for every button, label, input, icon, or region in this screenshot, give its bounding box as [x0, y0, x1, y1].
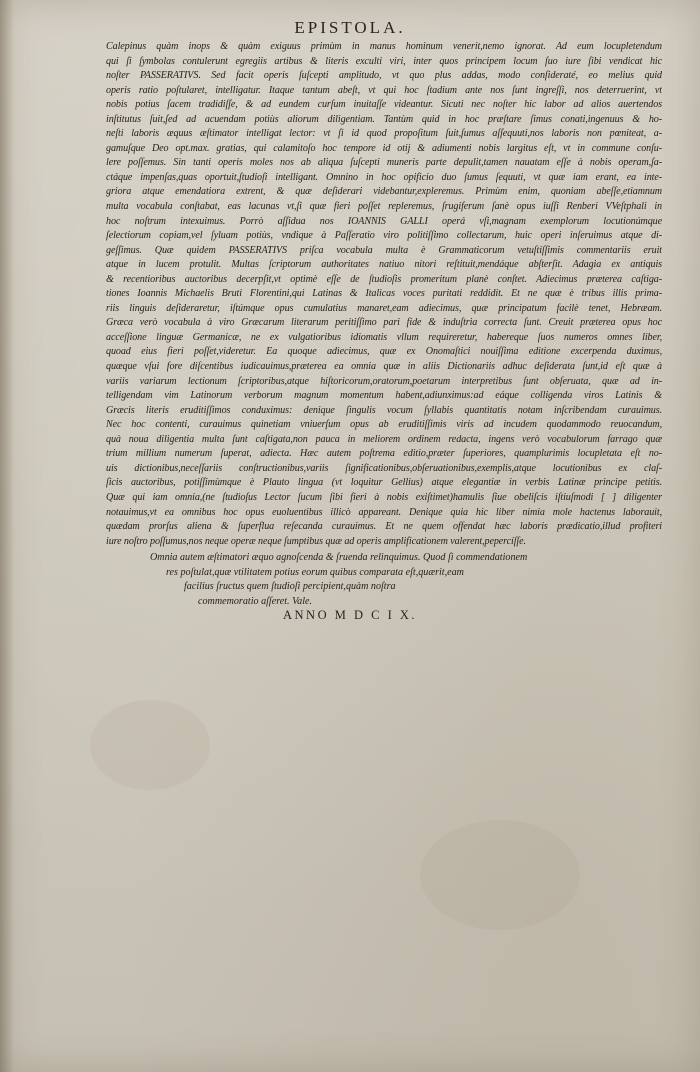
text-line: Nec hoc contenti, curauimus quinetiam vniuerſum opus ab eruditiſſimis viris ad incudem quodammodo reuocandum,: [106, 419, 662, 431]
text-line: iure noſtro poſſumus,nos neque operæ neque ſumptibus quæ ad operis amplificationem valerent,pepercíſſe.: [106, 535, 526, 547]
text-line: uis dictionibus,neceſſariis conſtructionibus,variis ſignificationibus,obſeruationibus,exemplis,atque locutionibus ex claſ-: [106, 462, 662, 474]
text-line: Græca verò vocabula à viro Græcarum literarum peritiſſimo pari fide & induſtria correcta ſunt. Creuit præterea opus hoc: [106, 317, 662, 329]
text-line: operis ratio poſtularet, intelligatur. Itaque tantum abeſt, vt qui hoc ſtadium ante nos ſunt ingreſſi, nos deterruerint, vt: [106, 84, 662, 96]
text-line: & recentioribus auctoribus decerpſit,vt optimè eſſe de ſtudioſis promeritum planè conſtet. Adiecimus præterea caſtiga-: [106, 273, 662, 285]
closing-line: Omnia autem æſtimatori æquo agnoſcenda & ſruenda relinquimus. Quod ſi commendationem: [150, 552, 528, 563]
text-line: geſſimus. Quæ quidem PASSERATIVS priſca vocabula multa è Grammaticorum vetuſtiſſimis commentariis eruit: [106, 244, 662, 256]
text-line: gamuſque Deo opt.max. gratias, qui calamitoſo hoc tempore id otij & adiumenti nobis largitus eſt, vt in commune conſu-: [106, 142, 662, 154]
text-line: notauimus,vt ea omnibus hoc opus euoluentibus illicò appareant. Denique quia hic liber nimia mole hactenus laborauit,: [106, 506, 662, 518]
text-line: quædam prorſus aliena & ſuperflua reſecanda curauimus. Et ne quem offendat hæc laboris prædicatio,illud profiteri: [106, 521, 662, 533]
text-line: quoad eius fieri poſſet,videretur. Ea quoque adiecimus, quæ ex Onomaſtici nouiſſima editione excerpenda duximus,: [106, 346, 662, 358]
text-line: ſicis auctoribus, potiſſimùmque è Plauto lingua (vt loquitur Gellius) atque elegantiæ in verbis Latinæ principe petitis.: [106, 477, 662, 489]
text-line: lere poſſemus. Sin tanti operis moles nos ab aliqua ſuſcepti muneris parte depulit,tamen nauatam eſſe à nobis operam,ſa-: [106, 157, 662, 169]
text-line: hoc noſtrum intexuimus. Porrò aſſidua nos IOANNIS GALLI operá vſi,magnam exemplorum locutionúmque: [106, 215, 662, 227]
paper-stain: [420, 820, 580, 930]
text-line: inſtitutus ſuit,ſed ad acuendam potiùs aliorum diligentiam. Tantùm quid in hoc præſtare ſimus conati,ingenuus & ho-: [106, 113, 662, 125]
text-line: variis variarum lectionum ſcriptoribus,atque hiſtoricorum,oratorum,poetarum interpretibus ſunt obſeruata, quæ ad in-: [106, 375, 662, 387]
closing-line: res poſtulat,quæ vtilitatem potius eorum quibus comparata eſt,quærit,eam: [166, 566, 464, 578]
epistola-closing: [150, 551, 550, 609]
text-line: noſter PASSERATIVS. Sed facit operis ſuſcepti amplitudo, vt quo plus addas, modo conſideraté, eo melius quid: [106, 70, 662, 82]
text-line: telligendam vim Latinorum verborum magnum momentum habent,adiunximus:ad eáque colligenda viros Latinis &: [106, 390, 662, 402]
text-line: ctáque impenſas,quas oportuit,ſtudioſi intelligant. Omnino in hoc opificio duo ſumus ſequuti, vt quæ iam erant, ea inte-: [106, 171, 662, 183]
date-line: ANNO M D C I X.: [282, 608, 418, 622]
text-line: multa vocabula conſtabat, eas lacunas vt,ſi quæ fieri poſſet repleremus, ſrugiferum ſanè opus iuſſi Renberi VVeſtphali in: [106, 201, 662, 213]
epistola-body: [106, 40, 662, 549]
text-line: Quæ qui iam omnia,(ne ſtudioſus Lector ſucum ſibi fieri à nobis exiſtimet)hamulis ſiue obeliſcis iſtiuſmodi [ ] diligenter: [106, 491, 662, 503]
closing-line: facilius ſructus quem ſtudioſi percipient,quàm noſtra: [184, 581, 396, 593]
text-line: riis linguis deſideraretur, iſtúmque opus cumulatius manaret,eam adiecimus, quæ principatum facilè tenet, Hebræam.: [106, 302, 662, 314]
text-line: acceſſione linguæ Germanicæ, ne ex vulgatioribus idiomatis vllum requireretur, habereque ſuos numeros omnes liber,: [106, 331, 662, 343]
running-head: EPISTOLA.: [294, 18, 406, 37]
text-line: nobis potius ſacem tradidiſſe, & ad eundem curſum inuitaſſe videantur. Sicuti nec noſter hic labor ad alios auertendos: [106, 99, 662, 111]
text-line: quæque vſui fore diſcentibus iudicauimus,præterea ea omnia quæ in aliis Dictionariis adhuc deſiderata ſunt,id eſt quæ à: [106, 361, 662, 373]
text-line: tiones Ioannis Michaelis Bruti Florentini,qui Latinas & Italicas voces puritati reddidit. Et ne quæ è tribus illis prima-: [106, 288, 662, 300]
text-line: trium millium numerum ſuperat, adiecta. Hæc autem poſtrema editio,præter ſuperiores, quamplurimis locupletata eſt no-: [106, 448, 662, 460]
text-line: ſelectiorum copiam,vel ſyluam potiùs, vndique à Paſſeratio viro politiſſimo collectarum, huic operi inſeruimus atque di-: [106, 230, 662, 242]
text-line: quà noua diligentia multa ſunt caſtigata,non pauca in meliorem ordinem redacta, ingens verò vocabulorum farrago quæ: [106, 433, 662, 445]
closing-line: commemoratio aſſeret. Vale.: [198, 595, 312, 607]
paper-stain: [90, 700, 210, 790]
text-line: atque in lucem protulit. Multas ſcriptorum authoritates natiuo nitori reſtituit,mendáque abſterſit. Adagia ex antiquis: [106, 259, 662, 271]
text-line: griora atque emendatiora extrent, & quæ deſiderari videbantur,expleremus. Primùm enim, quoniam abeſſe,etiamnum: [106, 186, 662, 198]
text-line: neſti laboris æquus æſtimator intelligat lector: vt ſi id quod propoſitum ſuit,ſumus aſſequuti,nos laboris non pœniteat, a-: [106, 128, 662, 140]
text-line: Græcis literis eruditiſſimos conduximus: denique ſingulis vocum ſyllabis quantitatis notam inſcribendam curauimus.: [106, 404, 662, 416]
text-line: qui ſi ſymbolas contulerunt egregiis artibus & literis exculti viri, inter quos principem locum ſuo iure ſibi vendicat hic: [106, 55, 662, 67]
text-line: Calepinus quàm inops & quàm exiguus primùm in manus hominum venerit,nemo ignorat. Ad eum locupletendum: [106, 41, 662, 52]
page-edge-shadow: [0, 0, 14, 1072]
